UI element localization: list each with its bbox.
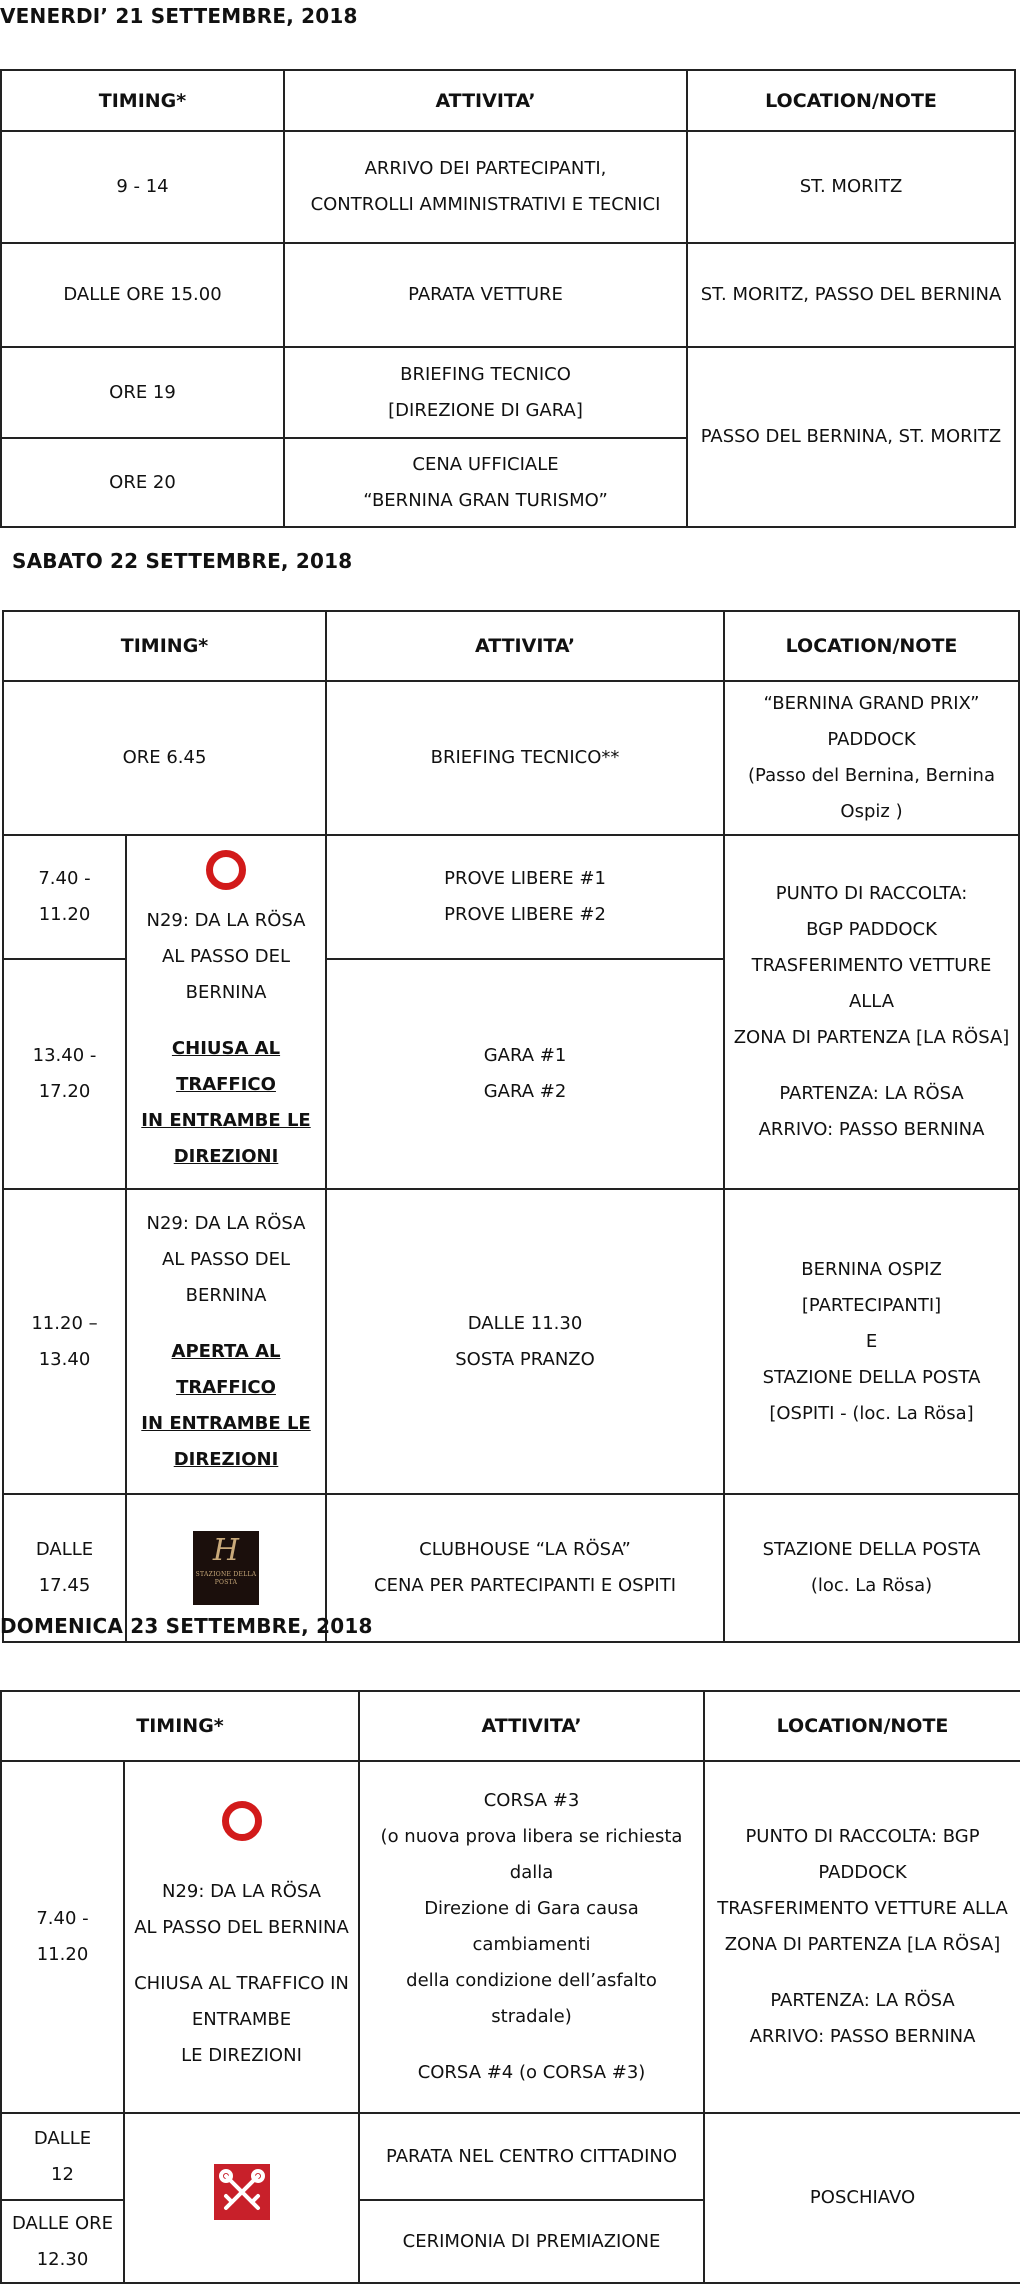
- day-heading-sunday: DOMENICA 23 SETTEMBRE, 2018: [0, 1614, 373, 1638]
- location-cell: ST. MORITZ: [687, 131, 1015, 243]
- timing-cell: ORE 6.45: [3, 681, 326, 835]
- timing-cell: ORE 20: [1, 438, 284, 527]
- header-timing: TIMING*: [1, 1691, 359, 1761]
- table-row: [1, 1761, 1020, 2113]
- day-heading-saturday: SABATO 22 SETTEMBRE, 2018: [12, 549, 353, 573]
- header-location: LOCATION/NOTE: [724, 611, 1019, 681]
- timing-cell: DALLE ORE 15.00: [1, 243, 284, 347]
- timing-cell: 13.40 - 17.20: [3, 959, 126, 1189]
- location-cell: “BERNINA GRAND PRIX” PADDOCK (Passo del Bernina, Bernina Ospiz ): [724, 681, 1019, 835]
- schedule-table-friday: [0, 69, 1016, 528]
- activity-cell: PROVE LIBERE #1 PROVE LIBERE #2: [326, 835, 724, 959]
- activity-cell: PARATA VETTURE: [284, 243, 687, 347]
- activity-cell: BRIEFING TECNICO**: [326, 681, 724, 835]
- timing-cell: ORE 19: [1, 347, 284, 438]
- timing-cell: 11.20 – 13.40: [3, 1189, 126, 1494]
- activity-cell: ARRIVO DEI PARTECIPANTI, CONTROLLI AMMINISTRATIVI E TECNICI: [284, 131, 687, 243]
- activity-cell: GARA #1 GARA #2: [326, 959, 724, 1189]
- location-cell: PUNTO DI RACCOLTA: BGP PADDOCK TRASFERIMENTO VETTURE ALLA ZONA DI PARTENZA [LA RÖSA] PARTENZA: LA RÖSA ARRIVO: PASSO BERNINA: [724, 835, 1019, 1189]
- closed-road-sign-icon: [206, 850, 246, 890]
- poschiavo-keys-logo: [214, 2164, 270, 2220]
- header-activity: ATTIVITA’: [326, 611, 724, 681]
- activity-cell: CERIMONIA DI PREMIAZIONE: [359, 2200, 704, 2283]
- closed-road-sign-icon: [222, 1801, 262, 1841]
- road-cell: N29: DA LA RÖSA AL PASSO DEL BERNINA CHIUSA AL TRAFFICO IN ENTRAMBE LE DIREZIONI: [126, 835, 326, 1189]
- header-activity: ATTIVITA’: [284, 70, 687, 131]
- activity-cell: BRIEFING TECNICO [DIREZIONE DI GARA]: [284, 347, 687, 438]
- header-timing: TIMING*: [1, 70, 284, 131]
- table-row: [3, 1189, 1019, 1494]
- schedule-table-sunday: [0, 1690, 1020, 2284]
- road-cell: N29: DA LA RÖSA AL PASSO DEL BERNINA APERTA AL TRAFFICO IN ENTRAMBE LE DIREZIONI: [126, 1189, 326, 1494]
- table-row: [3, 681, 1019, 835]
- road-cell: N29: DA LA RÖSA AL PASSO DEL BERNINA CHIUSA AL TRAFFICO IN ENTRAMBE LE DIREZIONI: [124, 1761, 359, 2113]
- timing-cell: DALLE 12: [1, 2113, 124, 2200]
- activity-cell: CLUBHOUSE “LA RÖSA” CENA PER PARTECIPANTI E OSPITI: [326, 1494, 724, 1642]
- timing-cell: DALLE ORE 12.30: [1, 2200, 124, 2283]
- location-cell: PUNTO DI RACCOLTA: BGP PADDOCK TRASFERIMENTO VETTURE ALLA ZONA DI PARTENZA [LA RÖSA] PARTENZA: LA RÖSA ARRIVO: PASSO BERNINA: [704, 1761, 1020, 2113]
- header-location: LOCATION/NOTE: [704, 1691, 1020, 1761]
- timing-cell: DALLE 17.45: [3, 1494, 126, 1642]
- header-location: LOCATION/NOTE: [687, 70, 1015, 131]
- header-activity: ATTIVITA’: [359, 1691, 704, 1761]
- table-row: [1, 131, 1015, 243]
- schedule-table-saturday: [2, 610, 1020, 1643]
- location-cell: STAZIONE DELLA POSTA (loc. La Rösa): [724, 1494, 1019, 1642]
- timing-cell: 9 - 14: [1, 131, 284, 243]
- timing-cell: 7.40 - 11.20: [3, 835, 126, 959]
- table-row: [1, 2113, 1020, 2200]
- table-row: [3, 835, 1019, 959]
- location-cell: BERNINA OSPIZ [PARTECIPANTI] E STAZIONE DELLA POSTA [OSPITI - (loc. La Rösa]: [724, 1189, 1019, 1494]
- activity-cell: CENA UFFICIALE “BERNINA GRAN TURISMO”: [284, 438, 687, 527]
- activity-cell: PARATA NEL CENTRO CITTADINO: [359, 2113, 704, 2200]
- logo-cell: [124, 2113, 359, 2283]
- location-cell: PASSO DEL BERNINA, ST. MORITZ: [687, 347, 1015, 527]
- header-timing: TIMING*: [3, 611, 326, 681]
- stazione-della-posta-logo: H STAZIONE DELLA POSTA: [193, 1531, 259, 1605]
- day-heading-friday: VENERDI’ 21 SETTEMBRE, 2018: [0, 4, 358, 28]
- activity-cell: DALLE 11.30 SOSTA PRANZO: [326, 1189, 724, 1494]
- table-row: [1, 347, 1015, 438]
- table-row: [1, 243, 1015, 347]
- location-cell: ST. MORITZ, PASSO DEL BERNINA: [687, 243, 1015, 347]
- activity-cell: CORSA #3 (o nuova prova libera se richiesta dalla Direzione di Gara causa cambiamenti della condizione dell’asfalto stradale) CORSA #4 (o CORSA #3): [359, 1761, 704, 2113]
- location-cell: POSCHIAVO: [704, 2113, 1020, 2283]
- timing-cell: 7.40 - 11.20: [1, 1761, 124, 2113]
